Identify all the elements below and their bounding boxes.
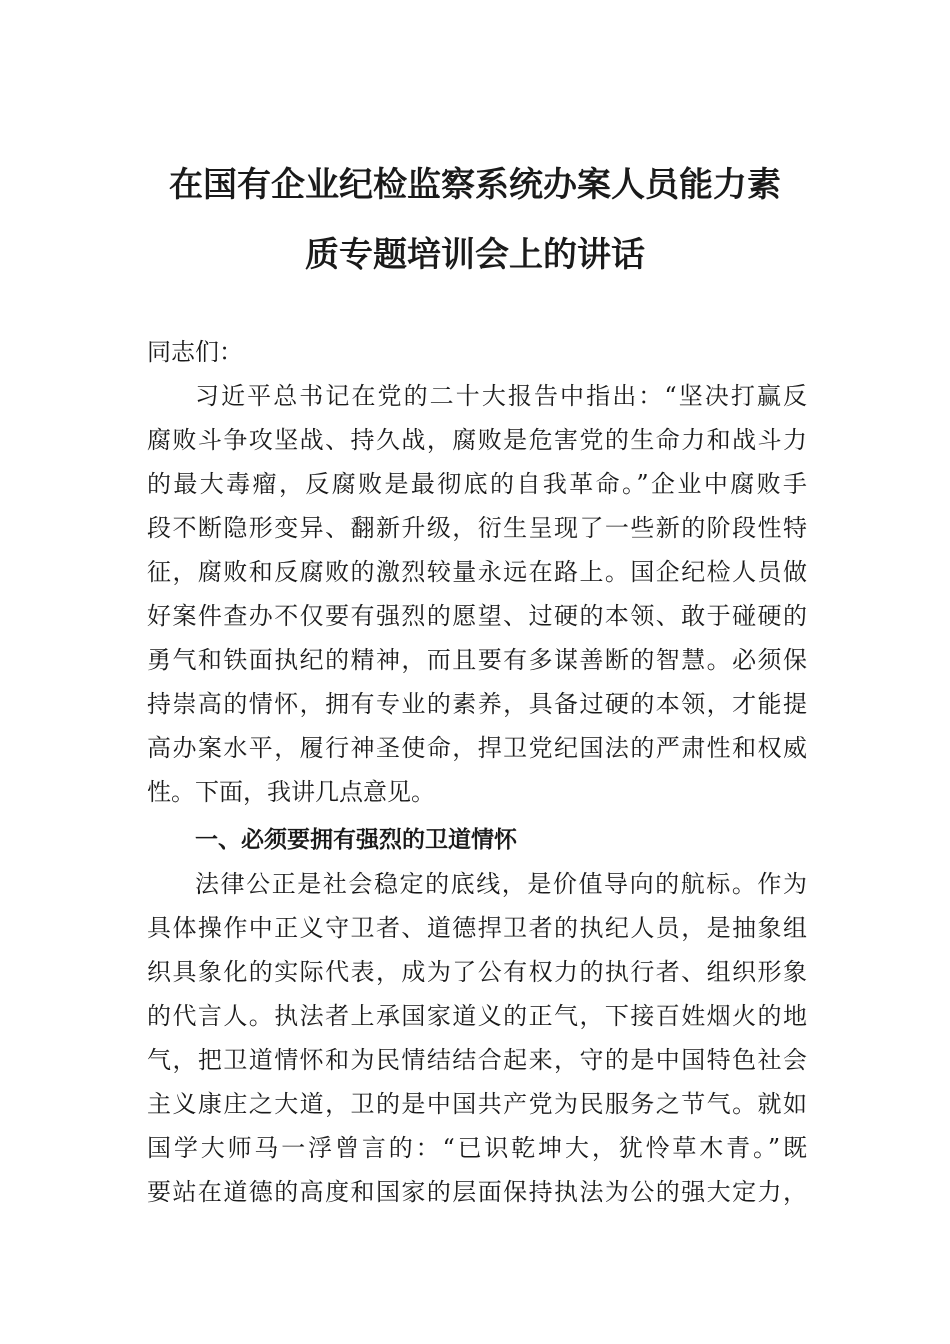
paragraph-1-line: 好案件查办不仅要有强烈的愿望、过硬的本领、敢于碰硬的 xyxy=(147,602,807,630)
salutation: 同志们： xyxy=(147,338,243,366)
paragraph-1-line: 段不断隐形变异、翻新升级，衍生呈现了一些新的阶段性特 xyxy=(147,514,807,542)
paragraph-2-line: 的代言人。执法者上承国家道义的正气，下接百姓烟火的地 xyxy=(147,1002,807,1030)
paragraph-2-line: 要站在道德的高度和国家的层面保持执法为公的强大定力， xyxy=(147,1178,807,1206)
paragraph-2-line: 国学大师马一浮曾言的：“已识乾坤大，犹怜草木青。”既 xyxy=(147,1134,807,1162)
paragraph-1-line: 持崇高的情怀，拥有专业的素养，具备过硬的本领，才能提 xyxy=(147,690,807,718)
section-heading-1: 一、必须要拥有强烈的卫道情怀 xyxy=(195,827,517,853)
paragraph-2-line: 具体操作中正义守卫者、道德捍卫者的执纪人员，是抽象组 xyxy=(147,914,807,942)
paragraph-1-line: 腐败斗争攻坚战、持久战，腐败是危害党的生命力和战斗力 xyxy=(147,426,807,454)
paragraph-1-line: 勇气和铁面执纪的精神，而且要有多谋善断的智慧。必须保 xyxy=(147,646,807,674)
paragraph-1-line: 征，腐败和反腐败的激烈较量永远在路上。国企纪检人员做 xyxy=(147,558,807,586)
paragraph-1-line: 高办案水平，履行神圣使命，捍卫党纪国法的严肃性和权威 xyxy=(147,734,807,762)
paragraph-1-line: 的最大毒瘤，反腐败是最彻底的自我革命。”企业中腐败手 xyxy=(147,470,807,498)
paragraph-2-line: 法律公正是社会稳定的底线，是价值导向的航标。作为 xyxy=(195,870,807,898)
paragraph-2-line: 主义康庄之大道，卫的是中国共产党为民服务之节气。就如 xyxy=(147,1090,807,1118)
paragraph-2-line: 织具象化的实际代表，成为了公有权力的执行者、组织形象 xyxy=(147,958,807,986)
paragraph-1-line: 性。下面，我讲几点意见。 xyxy=(147,778,435,806)
paragraph-1-line: 习近平总书记在党的二十大报告中指出：“坚决打赢反 xyxy=(195,382,807,410)
paragraph-2-line: 气，把卫道情怀和为民情结结合起来，守的是中国特色社会 xyxy=(147,1046,807,1074)
document-title-line-2: 质专题培训会上的讲话 xyxy=(305,235,645,275)
document-title-line-1: 在国有企业纪检监察系统办案人员能力素 xyxy=(169,165,781,205)
